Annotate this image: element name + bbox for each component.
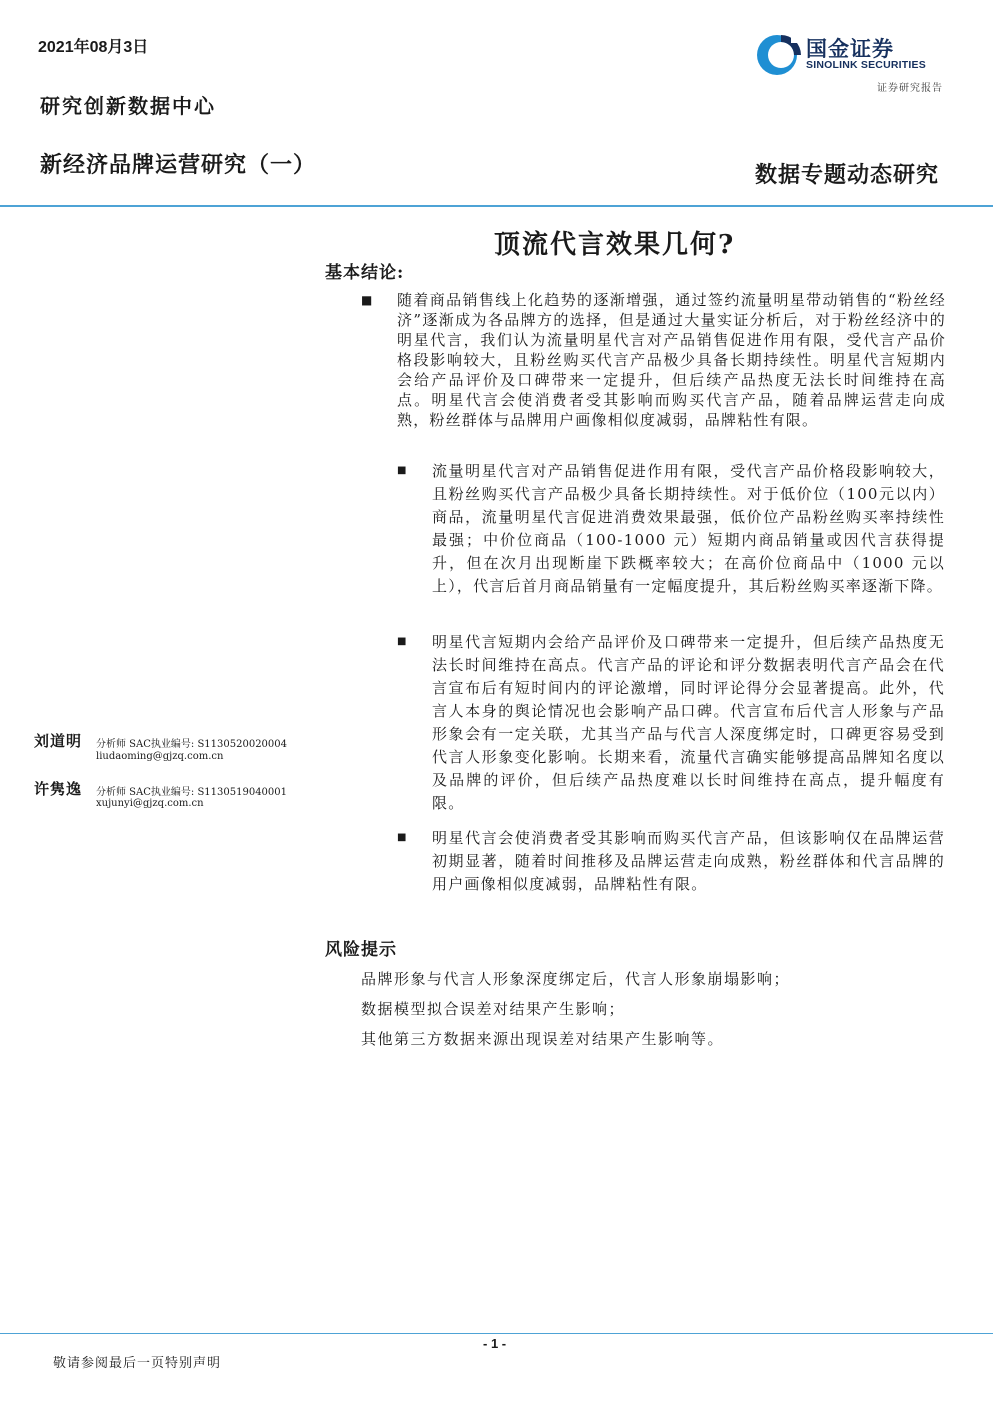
header-divider bbox=[0, 205, 993, 207]
sinolink-logo-icon bbox=[755, 32, 803, 78]
analyst-credentials: 分析师 SAC执业编号: S1130520020004 bbox=[96, 739, 288, 750]
analyst-email[interactable]: xujunyi@gjzq.com.cn bbox=[96, 798, 204, 809]
report-type: 数据专题动态研究 bbox=[754, 162, 939, 188]
bullet-icon: ■ bbox=[397, 832, 407, 843]
bullet-icon: ■ bbox=[397, 636, 407, 647]
bullet-icon: ■ bbox=[361, 293, 373, 307]
analyst-name: 刘道明 bbox=[34, 732, 83, 750]
analyst-credentials: 分析师 SAC执业编号: S1130519040001 bbox=[96, 787, 288, 798]
finding-price-segment: 流量明星代言对产品销售促进作用有限，受代言产品价格段影响较大，且粉丝购买代言产品极少具备长期持续性。对于低价位（100元以内）商品，流量明星代言促进消费效果最强，低价位产品粉丝购买率持续性最强；中价位商品（100-1000 元）短期内商品销量或因代言获得提升，但在次月出现断崖下跌概率较大；在高价位商品中（1000 元以上），代言后首月商品销量有一定幅度提升，其后粉丝购买率逐渐下降。 bbox=[432, 462, 945, 595]
series-title: 新经济品牌运营研究（一） bbox=[40, 152, 317, 178]
risk-heading: 风险提示 bbox=[325, 940, 397, 960]
logo-name-en: SINOLINK SECURITIES bbox=[806, 59, 926, 71]
analyst-name: 许隽逸 bbox=[34, 780, 83, 798]
department-name: 研究创新数据中心 bbox=[40, 94, 216, 118]
report-date: 2021年08月3日 bbox=[38, 39, 149, 56]
page-number: - 1 - bbox=[483, 1336, 507, 1351]
summary-paragraph: 随着商品销售线上化趋势的逐渐增强，通过签约流量明星带动销售的“粉丝经济”逐渐成为各品牌方的选择，但是通过大量实证分析后，对于粉丝经济中的明星代言，我们认为流量明星代言对产品销售促进作用有限，受代言产品价格段影响较大，且粉丝购买代言产品极少具备长期持续性。明星代言短期内会给产品评价及口碑带来一定提升，但后续产品热度无法长时间维持在高点。明星代言会使消费者受其影响而购买代言产品，随着品牌运营走向成熟，粉丝群体与品牌用户画像相似度减弱，品牌粘性有限。 bbox=[397, 291, 946, 429]
conclusion-heading: 基本结论: bbox=[325, 263, 405, 283]
finding-reputation: 明星代言短期内会给产品评价及口碑带来一定提升，但后续产品热度无法长时间维持在高点。代言产品的评论和评分数据表明代言产品会在代言宣布后有短时间内的评论激增，同时评论得分会显著提高。此外，代言人本身的舆论情况也会影响产品口碑。代言宣布后代言人形象与产品形象会有一定关联，尤其当产品与代言人深度绑定时，口碑更容易受到代言人形象变化影响。长期来看，流量代言确实能够提高品牌知名度以及品牌的评价，但后续产品热度难以长时间维持在高点，提升幅度有限。 bbox=[432, 633, 945, 812]
bullet-icon: ■ bbox=[397, 465, 407, 476]
risk-item: 品牌形象与代言人形象深度绑定后，代言人形象崩塌影响； bbox=[361, 970, 791, 988]
report-category: 证券研究报告 bbox=[877, 83, 943, 94]
finding-user-profile: 明星代言会使消费者受其影响而购买代言产品，但该影响仅在品牌运营初期显著，随着时间推移及品牌运营走向成熟，粉丝群体和代言品牌的用户画像相似度减弱，品牌粘性有限。 bbox=[432, 829, 945, 893]
analyst-email[interactable]: liudaoming@gjzq.com.cn bbox=[96, 751, 224, 762]
logo-name-cn: 国金证券 bbox=[806, 38, 894, 61]
main-title: 顶流代言效果几何? bbox=[494, 230, 736, 260]
risk-item: 其他第三方数据来源出现误差对结果产生影响等。 bbox=[361, 1030, 725, 1048]
footer-disclaimer: 敬请参阅最后一页特别声明 bbox=[53, 1356, 222, 1371]
risk-item: 数据模型拟合误差对结果产生影响； bbox=[361, 1000, 626, 1018]
footer-divider bbox=[0, 1333, 993, 1334]
